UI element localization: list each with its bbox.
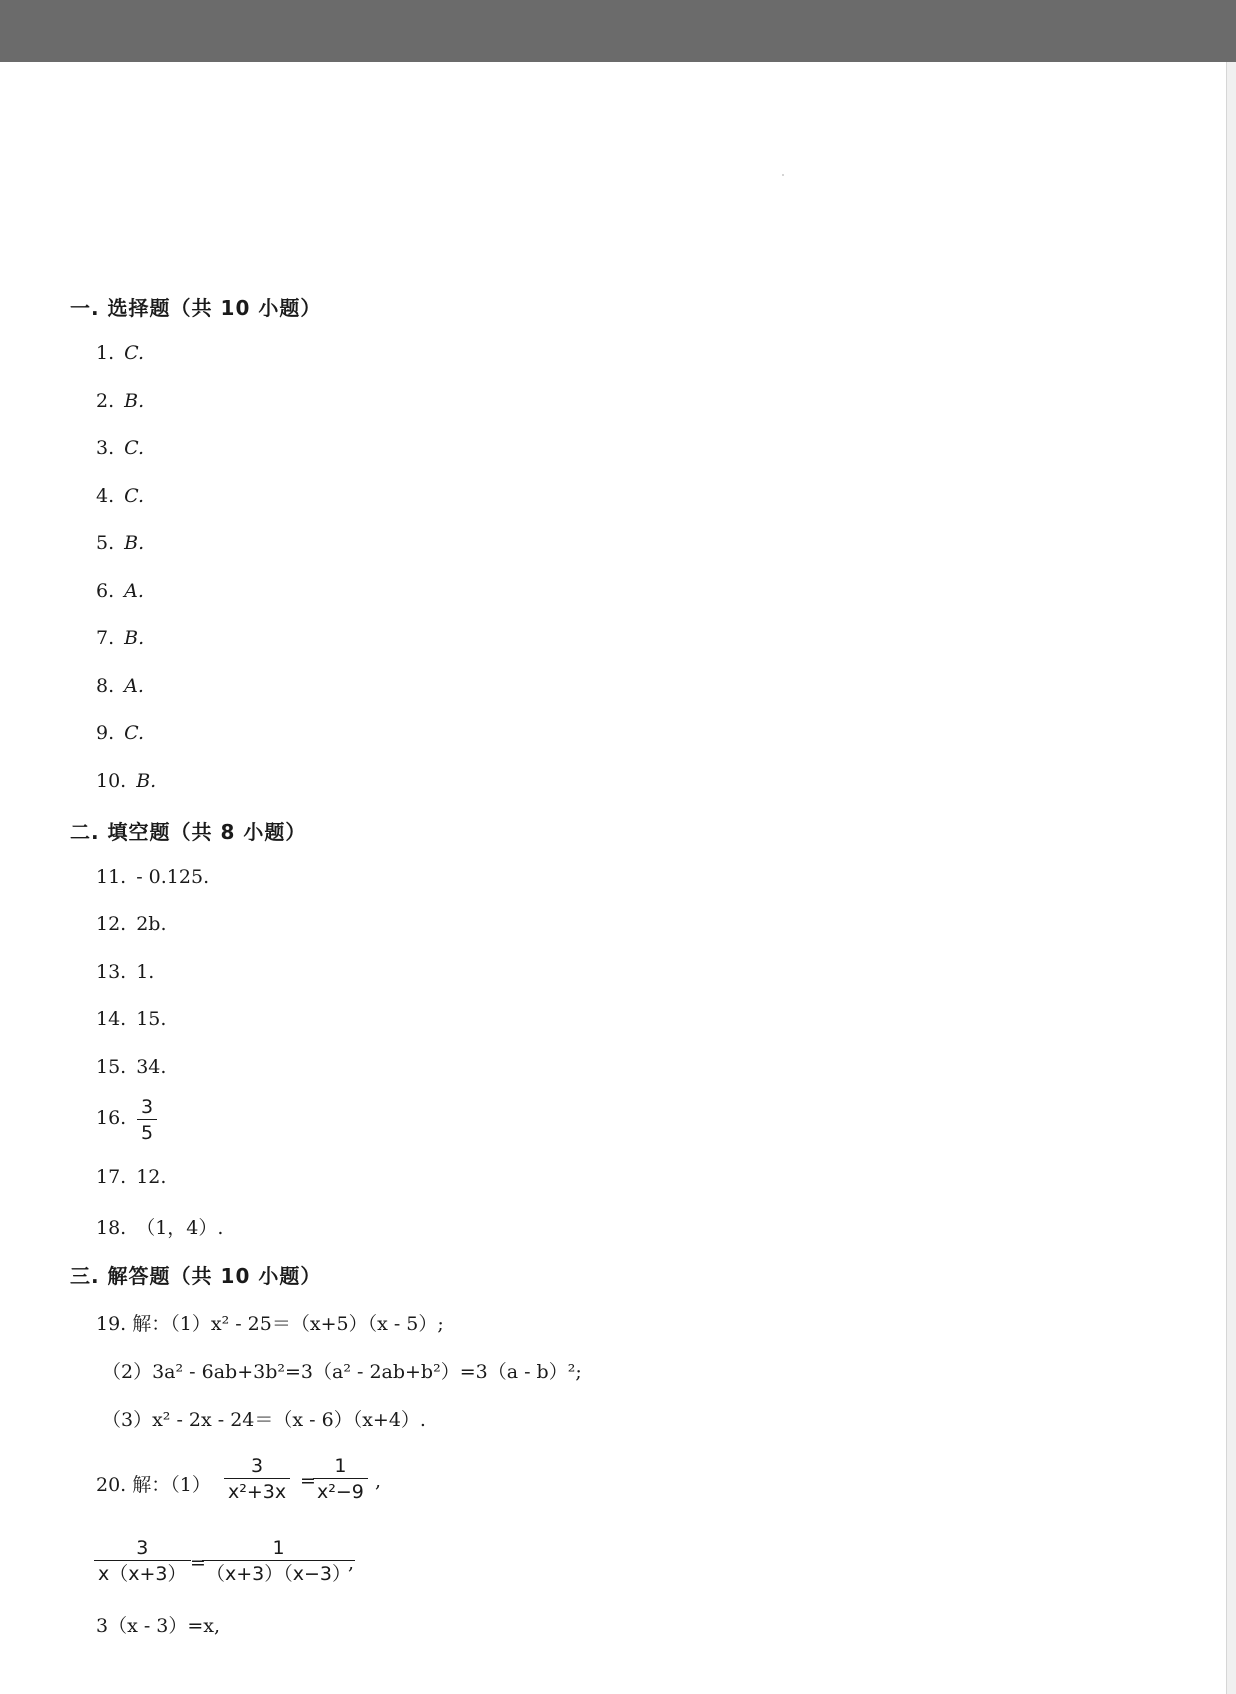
q19-step-1: 解：（1）x² - 25＝（x+5）（x - 5）; [132,1313,444,1335]
answer-item [96,866,209,888]
answer-value: C. [124,437,145,459]
answer-item [96,437,144,459]
answer-value: B. [136,770,157,792]
fraction-numerator: 1 [334,1455,347,1477]
answer-value: A. [124,580,144,602]
scrollbar-track[interactable] [1226,62,1236,1694]
fraction-numerator: 3 [136,1537,149,1559]
answer-value: 1. [136,961,155,983]
q19-line-1 [96,1309,444,1336]
answer-value: - 0.125. [136,866,210,888]
answer-item [96,675,144,697]
comma: , [375,1470,382,1492]
answer-number: 16. [96,1107,127,1129]
answer-item [96,722,144,744]
answer-number: 1. [96,342,115,364]
answer-item [96,770,156,792]
answer-number: 18. [96,1217,127,1239]
answer-number: 2. [96,390,115,412]
question-number: 20. [96,1474,127,1496]
answer-value: 15. [136,1008,167,1030]
answer-item [96,485,144,507]
answer-value: A. [124,675,144,697]
answer-item [96,342,144,364]
answer-item [96,390,144,412]
answer-item [96,1107,136,1129]
section-heading-choice: 一. 选择题（共 10 小题） [70,296,322,320]
answer-number: 11. [96,866,127,888]
page-speck [782,174,784,176]
answer-number: 3. [96,437,115,459]
q19-step-2: （2）3a² - 6ab+3b²=3（a² - 2ab+b²）=3（a - b）²; [102,1361,582,1383]
q20-fraction-3 [94,1536,191,1587]
answer-number: 12. [96,913,127,935]
answer-value: C. [124,485,145,507]
answer-number: 6. [96,580,115,602]
answer-number: 8. [96,675,115,697]
answer-number: 4. [96,485,115,507]
answer-item [96,1213,223,1240]
q20-intro [96,1470,211,1497]
answer-number: 14. [96,1008,127,1030]
q20-step-line: 3（x - 3）=x, [96,1615,221,1637]
answer-number: 15. [96,1056,127,1078]
answer-number: 5. [96,532,115,554]
answer-value: 12. [136,1166,167,1188]
fraction-answer [137,1095,157,1146]
fraction-denominator: 5 [141,1122,154,1144]
fraction-denominator: （x+3）（x−3） [206,1563,352,1585]
section-heading-solve: 三. 解答题（共 10 小题） [70,1264,322,1288]
answer-item [96,532,144,554]
viewer-toolbar [0,0,1236,62]
answer-number: 17. [96,1166,127,1188]
equals-sign: = [300,1470,316,1492]
answer-number: 7. [96,627,115,649]
q20-fraction-4 [202,1536,355,1587]
q19-step-3: （3）x² - 2x - 24＝（x - 6）（x+4）. [102,1409,426,1431]
answer-value: B. [124,532,145,554]
answer-value: B. [124,390,145,412]
answer-value: （1，4）. [136,1217,224,1239]
answer-value: C. [124,722,145,744]
fraction-denominator: x²−9 [317,1481,364,1503]
answer-value: B. [124,627,145,649]
answer-item [96,1056,166,1078]
equals-sign: = [190,1552,206,1574]
fraction-denominator: x²+3x [228,1481,287,1503]
section-heading-fill: 二. 填空题（共 8 小题） [70,820,307,844]
answer-item [96,913,167,935]
answer-number: 13. [96,961,127,983]
answer-item [96,1166,166,1188]
answer-item [96,580,144,602]
fraction-numerator: 1 [272,1537,285,1559]
q20-fraction-2 [313,1454,368,1505]
answer-item [96,627,144,649]
answer-item [96,1008,166,1030]
fraction-denominator: x（x+3） [98,1563,187,1585]
answer-number: 10. [96,770,127,792]
answer-value: C. [124,342,145,364]
answer-item [96,961,154,983]
answer-number: 9. [96,722,115,744]
fraction-numerator: 3 [141,1096,154,1118]
q20-fraction-1 [224,1454,290,1505]
comma: , [348,1552,355,1574]
answer-value: 2b. [136,913,167,935]
answer-value: 34. [136,1056,167,1078]
q20-label: 解：（1） [132,1474,211,1496]
fraction-numerator: 3 [251,1455,264,1477]
question-number: 19. [96,1313,127,1335]
